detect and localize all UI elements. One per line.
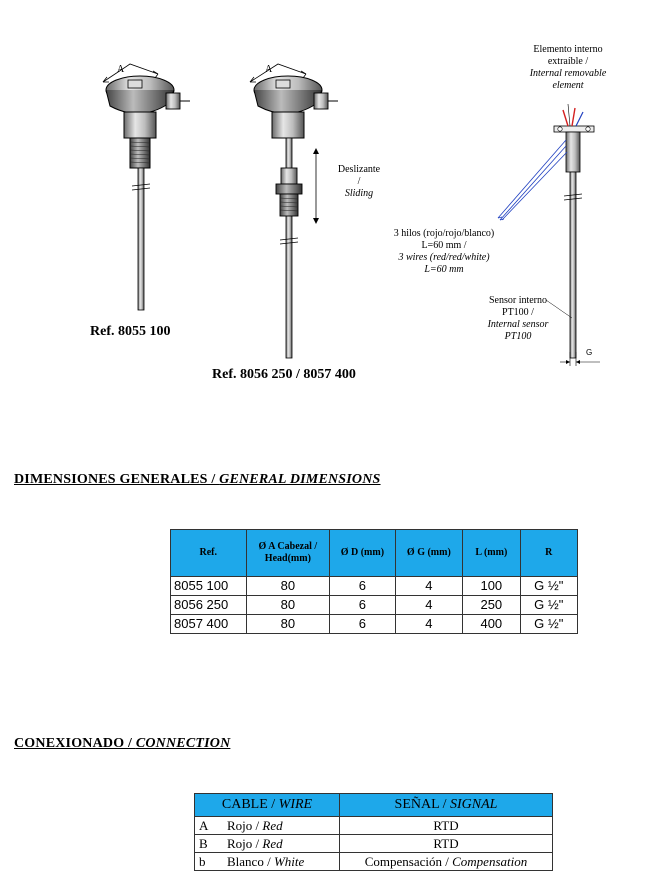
ref-label-2: Ref. 8056 250 / 8057 400 [212, 367, 356, 382]
cell-d: 6 [330, 596, 395, 615]
dimensions-header-row [171, 530, 578, 577]
cell-g: 4 [395, 596, 462, 615]
wires-label: 3 hilos (rojo/rojo/blanco) L=60 mm / 3 wires (red/red/white) L=60 mm [393, 228, 495, 275]
cell-wire: A Rojo / Red [195, 817, 340, 835]
cell-r: G ½" [520, 596, 577, 615]
cell-g: 4 [395, 615, 462, 634]
cell-signal: RTD [340, 817, 553, 835]
cell-g: 4 [395, 577, 462, 596]
table-row [195, 853, 553, 871]
col-ref: Ref. [171, 530, 247, 577]
cell-d: 6 [330, 577, 395, 596]
cell-d: 6 [330, 615, 395, 634]
table-row [195, 835, 553, 853]
col-r: R [520, 530, 577, 577]
connection-title: CONEXIONADO / CONNECTION [14, 736, 231, 751]
cell-signal: RTD [340, 835, 553, 853]
cell-wire: b Blanco / White [195, 853, 340, 871]
table-row [171, 596, 578, 615]
dim-a-label-1: A [117, 64, 125, 75]
ref-label-1: Ref. 8055 100 [90, 324, 171, 339]
col-l: L (mm) [463, 530, 520, 577]
col-head-diameter: Ø A Cabezal / Head(mm) [246, 530, 330, 577]
cell-l: 400 [463, 615, 520, 634]
cell-ref: 8055 100 [171, 577, 247, 596]
dim-a-label-2: A [265, 64, 273, 75]
connection-table [194, 793, 553, 871]
cell-l: 100 [463, 577, 520, 596]
cell-head: 80 [246, 596, 330, 615]
cell-head: 80 [246, 615, 330, 634]
col-d: Ø D (mm) [330, 530, 395, 577]
cell-wire: B Rojo / Red [195, 835, 340, 853]
table-row [171, 577, 578, 596]
cell-l: 250 [463, 596, 520, 615]
cell-r: G ½" [520, 615, 577, 634]
table-row [195, 817, 553, 835]
dimensions-table [170, 529, 578, 634]
sensor-head-2 [250, 64, 338, 358]
cell-head: 80 [246, 577, 330, 596]
removable-element-label: Elemento interno extraíble / Internal removable element [529, 44, 607, 91]
connection-header-row [195, 794, 553, 817]
dim-g-label: G [586, 348, 593, 357]
dimensions-title: DIMENSIONES GENERALES / GENERAL DIMENSIONS [14, 472, 381, 487]
cell-ref: 8057 400 [171, 615, 247, 634]
table-row [171, 615, 578, 634]
col-signal: SEÑAL / SIGNAL [340, 794, 553, 817]
sensor-head-1 [103, 64, 190, 310]
cell-signal: Compensación / Compensation [340, 853, 553, 871]
cell-ref: 8056 250 [171, 596, 247, 615]
cell-r: G ½" [520, 577, 577, 596]
col-g: Ø G (mm) [395, 530, 462, 577]
internal-sensor-label: Sensor interno PT100 / Internal sensor PT100 [487, 295, 549, 342]
sliding-label: Deslizante / Sliding [337, 164, 381, 199]
col-cable: CABLE / WIRE [195, 794, 340, 817]
